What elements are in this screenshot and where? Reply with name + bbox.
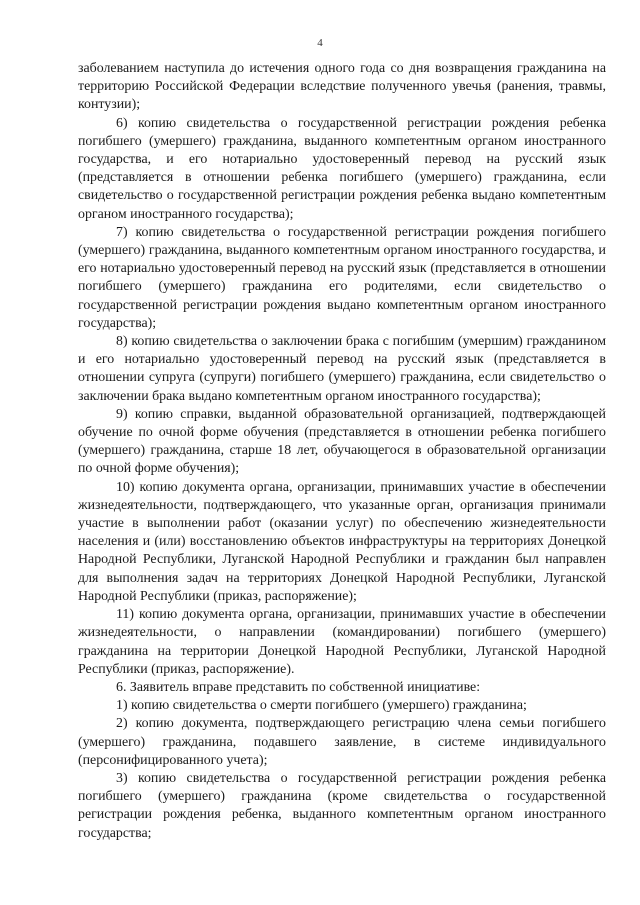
- paragraph-subitem-3: 3) копию свидетельства о государственной регистрации рождения ребенка погибшего (умершего) гражданина (кроме свидетельства о государственной регистрации рождения ребенка, выданного компетентным органом иностранного государства;: [78, 770, 606, 841]
- paragraph-item-10: 10) копию документа органа, организации, принимавших участие в обеспечении жизнедеятельности, подтверждающего, что указанные орган, организация принимали участие в выполнении работ (оказании услуг) по обеспечению жизнедеятельности населения и (или) восстановлению объектов инфраструктуры на территориях Донецкой Народной Республики, Луганской Народной Республики и гражданин был направлен для выполнения задач на территориях Донецкой Народной Республики, Луганской Народной Республики (приказ, распоряжение);: [78, 479, 606, 604]
- page-number: 4: [317, 37, 323, 49]
- paragraph-item-11: 11) копию документа органа, организации, принимавших участие в обеспечении жизнедеятельности, о направлении (командировании) погибшего (умершего) гражданина на территории Донецкой Народной Республики, Луганской Народной Республики (приказ, распоряжение).: [78, 607, 606, 677]
- paragraph-item-6: 6) копию свидетельства о государственной регистрации рождения ребенка погибшего (умершего) гражданина, выданного компетентным органом иностранного государства, и его нотариально удостоверенный перевод на русский язык (представляется в отношении ребенка погибшего (умершего) гражданина, если свидетельство о государственной регистрации рождения ребенка выдано компетентным органом иностранного государства);: [78, 115, 606, 222]
- paragraph-section-6: 6. Заявитель вправе представить по собственной инициативе:: [116, 679, 481, 695]
- paragraph-continuation: заболеванием наступила до истечения одного года со дня возвращения гражданина на территорию Российской Федерации вследствие полученного увечья (ранения, травмы, контузии);: [78, 61, 606, 113]
- paragraph-item-7: 7) копию свидетельства о государственной регистрации рождения погибшего (умершего) гражданина, выданного компетентным органом иностранного государства, и его нотариально удостоверенный перевод на русский язык (представляется в отношении погибшего (умершего) гражданина его родителями, если свидетельство о государственной регистрации рождения выдано компетентным органом иностранного государства);: [78, 224, 606, 331]
- paragraph-subitem-2: 2) копию документа, подтверждающего регистрацию члена семьи погибшего (умершего) гражданина, подавшего заявление, в системе индивидуального (персонифицированного учета);: [78, 716, 606, 768]
- paragraph-item-9: 9) копию справки, выданной образовательной организацией, подтверждающей обучение по очной форме обучения (представляется в отношении ребенка погибшего (умершего) гражданина, старше 18 лет, обучающегося в образовательной организации по очной форме обучения);: [78, 406, 606, 477]
- paragraph-item-8: 8) копию свидетельства о заключении брака с погибшим (умершим) гражданином и его нотариально удостоверенный перевод на русский язык (представляется в отношении супруга (супруги) погибшего (умершего) гражданина, если свидетельство о заключении брака выдано компетентным органом иностранного государства);: [78, 334, 606, 404]
- paragraph-subitem-1: 1) копию свидетельства о смерти погибшего (умершего) гражданина;: [116, 698, 527, 714]
- document-body: [78, 60, 606, 843]
